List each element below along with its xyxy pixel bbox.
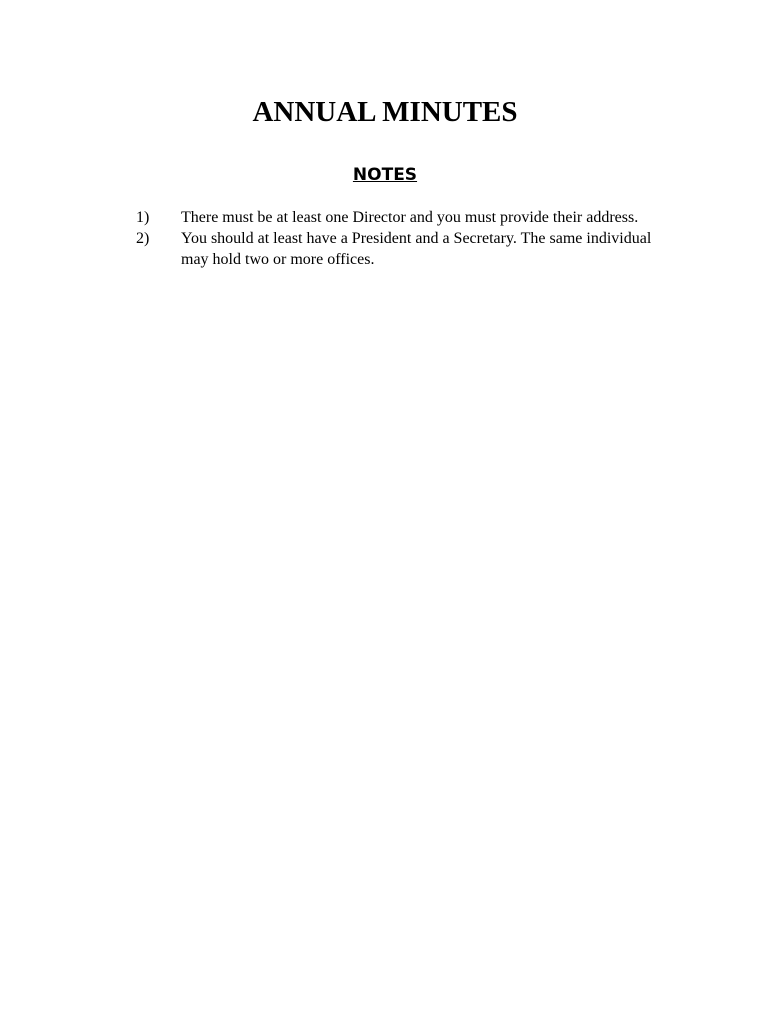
note-item [136,228,656,270]
page-title: ANNUAL MINUTES [252,96,518,128]
note-text: There must be at least one Director and you must provide their address. [181,209,639,226]
note-number: 1) [136,209,150,226]
note-item [136,207,656,228]
notes-list [136,207,656,270]
note-text: You should at least have a President and a Secretary. The same individual may hold two or more offices. [181,230,652,268]
note-number: 2) [136,230,150,247]
notes-heading: NOTES [352,165,418,185]
